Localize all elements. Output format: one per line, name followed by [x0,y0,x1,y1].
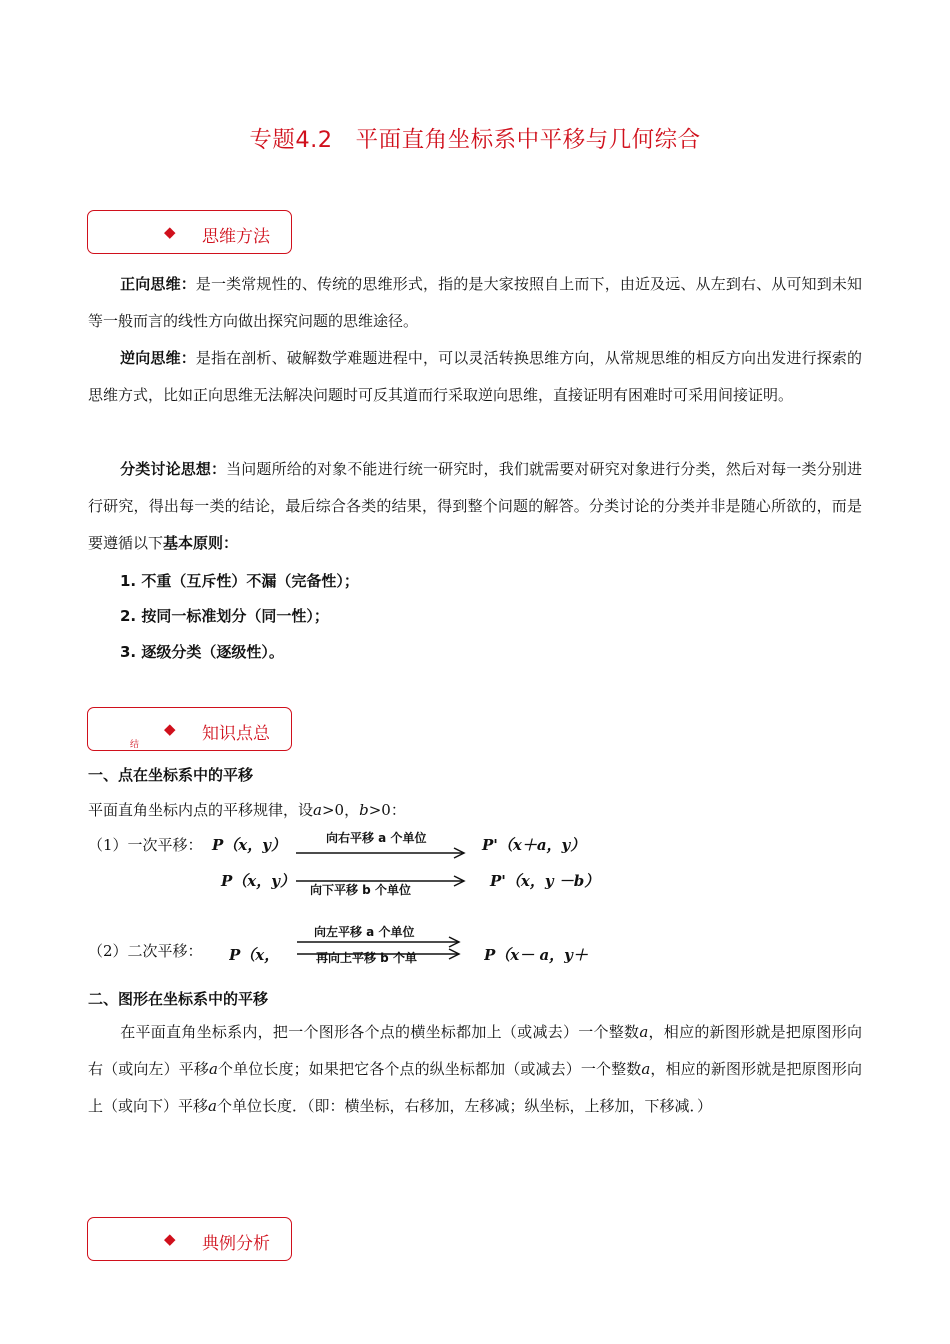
point-p-prime-right: P'（x＋a，y） [482,836,586,854]
cond-a-tail: >0， [321,801,360,819]
var-a: a [208,1060,218,1078]
point-p-from-3: P（x， [229,946,280,964]
section-header-examples [87,1217,292,1261]
section-label: 思维方法 [202,227,270,247]
paragraph-shape-translation [88,1014,862,1125]
var-a: a [641,1060,651,1078]
diamond-icon: ◆ [164,1230,176,1248]
diamond-icon: ◆ [164,223,176,241]
heading-shape-translation: 二、图形在坐标系中的平移 [88,990,269,1008]
var-b: b [359,801,369,819]
shape-text-4: ，相应的新图形就是把原图形向上（或向下）平移 [88,1060,862,1115]
section-label: 典例分析 [202,1234,270,1254]
term-forward-thinking: 正向思维： [120,275,196,293]
principle-item-3: 3. 逐级分类（逐级性）。 [120,643,284,661]
paragraph-classification [88,451,862,562]
shape-text-2: ，相应的新图形就是把原图形向右（或向左）平移 [88,1023,862,1078]
arrow-label-right: 向右平移 a 个单位 [326,831,427,845]
paragraph-reverse-thinking [88,340,862,414]
section-header-methods [87,210,292,254]
point-p-result: P（x－ a，y＋ [484,946,588,964]
shape-text-1: 在平面直角坐标系内，把一个图形各个点的横坐标都加上（或减去）一个整数 [120,1023,640,1041]
section-header-knowledge [87,707,292,751]
arrow-label-up: 再向上平移 b 个单 [316,951,417,965]
var-a: a [639,1023,649,1041]
shape-text-3: 个单位长度；如果把它各个点的纵坐标都加（或减去）一个整数 [217,1060,642,1078]
arrow-label-down: 向下平移 b 个单位 [310,883,411,897]
double-translation-label: （2）二次平移： [88,942,203,960]
heading-point-translation: 一、点在坐标系中的平移 [88,766,254,784]
single-translation-label: （1）一次平移： [88,836,203,854]
arrow-right-icon [296,846,468,860]
var-a: a [208,1097,217,1115]
term-classification: 分类讨论思想： [120,460,227,478]
section-label: 知识点总 [202,724,270,744]
rule-text: 平面直角坐标内点的平移规律，设 [88,801,314,819]
diamond-icon: ◆ [164,720,176,738]
arrow-label-left: 向左平移 a 个单位 [314,925,415,939]
translation-rule [88,799,406,820]
point-p-from: P（x，y） [212,836,286,854]
term-reverse-thinking: 逆向思维： [120,349,196,367]
var-a: a [313,801,322,819]
page-title: 专题4.2 平面直角坐标系中平移与几何综合 [249,127,701,153]
text-reverse-thinking: 是指在剖析、破解数学难题进程中，可以灵活转换思维方向，从常规思维的相反方向出发进行探索的思维方式，比如正向思维无法解决问题时可反其道而行采取逆向思维，直接证明有困难时可采用间接证明。 [88,349,862,404]
paragraph-forward-thinking [88,266,862,340]
text-classification: 当问题所给的对象不能进行统一研究时，我们就需要对研究对象进行分类，然后对每一类分别进行研究，得出每一类的结论，最后综合各类的结果，得到整个问题的解答。分类讨论的分类并非是随心所欲的，而是要遵循以下 [88,460,862,552]
text-basic-principles: 基本原则： [163,534,239,552]
clipped-char: 结 [130,740,140,750]
shape-text-5: 个单位长度．（即：横坐标，右移加，左移减；纵坐标，上移加，下移减．） [216,1097,712,1115]
text-forward-thinking: 是一类常规性的、传统的思维形式，指的是大家按照自上而下，由近及远、从左到右、从可知到未知等一般而言的线性方向做出探究问题的思维途径。 [88,275,862,330]
point-p-prime-down: P'（x，y －b） [490,872,600,890]
principle-item-1: 1. 不重（互斥性）不漏（完备性）； [120,572,359,590]
principle-item-2: 2. 按同一标准划分（同一性）； [120,607,329,625]
cond-b-tail: >0： [368,801,406,819]
point-p-from-2: P（x，y） [221,872,295,890]
